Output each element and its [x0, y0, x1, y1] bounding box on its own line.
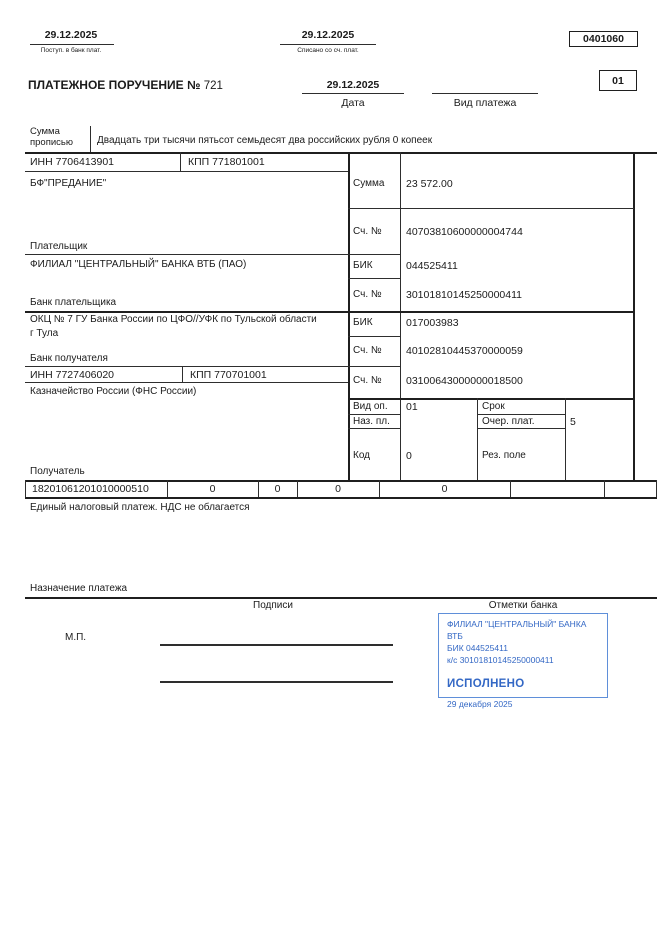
payer-bank-bik-label: БИК [353, 260, 373, 271]
payer-bank-bik: 044525411 [406, 260, 458, 272]
receiver-label: Получатель [30, 466, 85, 477]
receiver-account: 03100643000000018500 [406, 375, 523, 387]
purpose-label: Назначение платежа [30, 583, 128, 594]
payer-bank-account-label: Сч. № [353, 289, 382, 300]
receiver-name: Казначейство России (ФНС России) [30, 386, 197, 397]
debited-date-label: Списано со сч. плат. [297, 47, 359, 54]
payer-account: 40703810600000004744 [406, 226, 523, 238]
priority-label: Очер. плат. [482, 416, 535, 427]
amount-words-label: Сумма прописью [30, 126, 73, 148]
amount-label: Сумма [353, 178, 385, 189]
tax-cell-kbk: 18201061201010000510 [32, 483, 149, 495]
receiver-bank-account: 40102810445370000059 [406, 345, 523, 357]
date-field-label: Дата [341, 97, 365, 109]
received-date-label: Поступ. в банк плат. [40, 47, 102, 54]
receiver-account-label: Сч. № [353, 375, 382, 386]
document-number: 721 [203, 80, 223, 92]
payer-bank-name: ФИЛИАЛ "ЦЕНТРАЛЬНЫЙ" БАНКА ВТБ (ПАО) [30, 259, 247, 270]
bank-marks-label: Отметки банка [488, 600, 558, 611]
signature-line-2 [160, 681, 393, 683]
receiver-inn: ИНН 7727406020 [30, 369, 115, 381]
signature-line-1 [160, 644, 393, 646]
stamp-corr-account: к/с 30101810145250000411 [447, 654, 554, 665]
debited-date-value: 29.12.2025 [301, 29, 355, 41]
document-title: ПЛАТЕЖНОЕ ПОРУЧЕНИЕ № [28, 78, 201, 92]
priority-value: 5 [570, 416, 576, 428]
stamp-status: ИСПОЛНЕНО [447, 677, 525, 690]
payer-bank-account: 30101810145250000411 [406, 289, 523, 301]
payment-type-label: Вид платежа [453, 97, 517, 109]
pay-purpose-label: Наз. пл. [353, 416, 390, 427]
amount-value: 23 572.00 [406, 178, 453, 190]
receiver-kpp: КПП 770701001 [190, 369, 267, 381]
op-type-label: Вид оп. [353, 401, 388, 412]
payer-account-label: Сч. № [353, 226, 382, 237]
form-code: 0401060 [583, 33, 624, 45]
receiver-bank-name-line1: ОКЦ № 7 ГУ Банка России по ЦФО//УФК по Тульской области [30, 314, 317, 325]
payer-name: БФ"ПРЕДАНИЕ" [30, 178, 107, 189]
status-code: 01 [612, 74, 624, 87]
receiver-bank-bik-label: БИК [353, 317, 373, 328]
receiver-bank-label: Банк получателя [30, 353, 108, 364]
payer-label: Плательщик [30, 241, 88, 252]
payer-kpp: КПП 771801001 [188, 156, 265, 168]
receiver-bank-account-label: Сч. № [353, 345, 382, 356]
received-date-value: 29.12.2025 [44, 29, 98, 41]
signatures-label: Подписи [253, 600, 293, 611]
term-label: Срок [482, 401, 505, 412]
receiver-bank-bik: 017003983 [406, 317, 459, 329]
stamp-date: 29 декабря 2025 [447, 698, 513, 709]
tax-cell-1: 0 [209, 483, 216, 495]
payer-inn: ИНН 7706413901 [30, 156, 115, 168]
date-field-value: 29.12.2025 [326, 79, 380, 91]
status-code-box [599, 70, 637, 91]
amount-words-text: Двадцать три тысячи пятьсот семьдесят два российских рубля 0 копеек [97, 135, 433, 146]
payer-bank-label: Банк плательщика [30, 297, 117, 308]
form-code-box [569, 31, 638, 47]
stamp-bik: БИК 044525411 [447, 642, 508, 653]
bank-stamp [438, 613, 608, 709]
tax-cell-3: 0 [335, 483, 341, 495]
res-field-label: Рез. поле [482, 450, 526, 461]
code-label: Код [353, 450, 371, 461]
purpose-note: Единый налоговый платеж. НДС не облагается [30, 502, 250, 513]
stamp-bank-name: ФИЛИАЛ "ЦЕНТРАЛЬНЫЙ" БАНКА ВТБ [447, 619, 587, 641]
tax-cell-4: 0 [441, 483, 448, 495]
code-value: 0 [406, 450, 412, 462]
mp-label: М.П. [65, 632, 87, 643]
receiver-bank-name-line2: г Тула [30, 328, 59, 339]
op-type-value: 01 [406, 401, 418, 413]
tax-cell-2: 0 [274, 483, 281, 495]
